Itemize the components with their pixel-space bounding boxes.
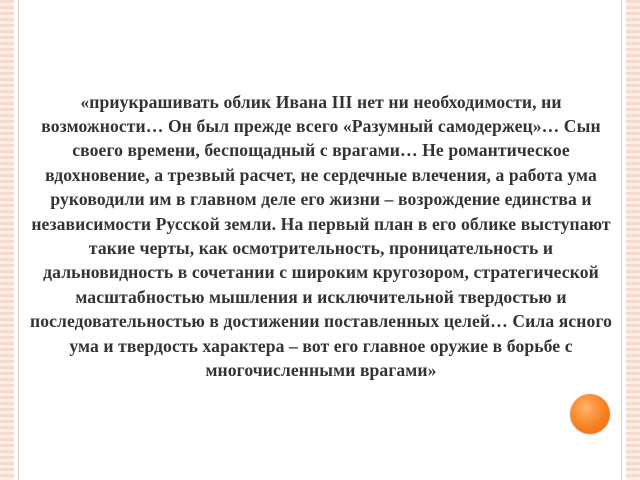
orange-circle-decoration xyxy=(570,394,610,434)
right-decorative-border xyxy=(626,0,640,480)
left-border-line xyxy=(18,0,19,480)
left-decorative-border xyxy=(0,0,14,480)
content-area xyxy=(28,0,614,480)
right-border-line xyxy=(621,0,622,480)
quote-text: «приукрашивать облик Ивана III нет ни необходимости, ни возможности… Он был прежде всего «Разумный самодержец»… Сын своего времени, беспощадный с врагами… Не романтическое вдохновение, а трезвый расчет, не сердечные влечения, а работа ума руководили им в главном деле его жизни – возрождение единства и независимости Русской земли. На первый план в его облике выступают такие черты, как осмотрительность, проницательность и дальновидность в сочетании с широким кругозором, стратегической масштабностью мышления и исключительной твердостью и последовательностью в достижении поставленных целей… Сила ясного ума и твердость характера – вот его главное оружие в борьбе с многочисленными врагами» xyxy=(29,91,612,381)
